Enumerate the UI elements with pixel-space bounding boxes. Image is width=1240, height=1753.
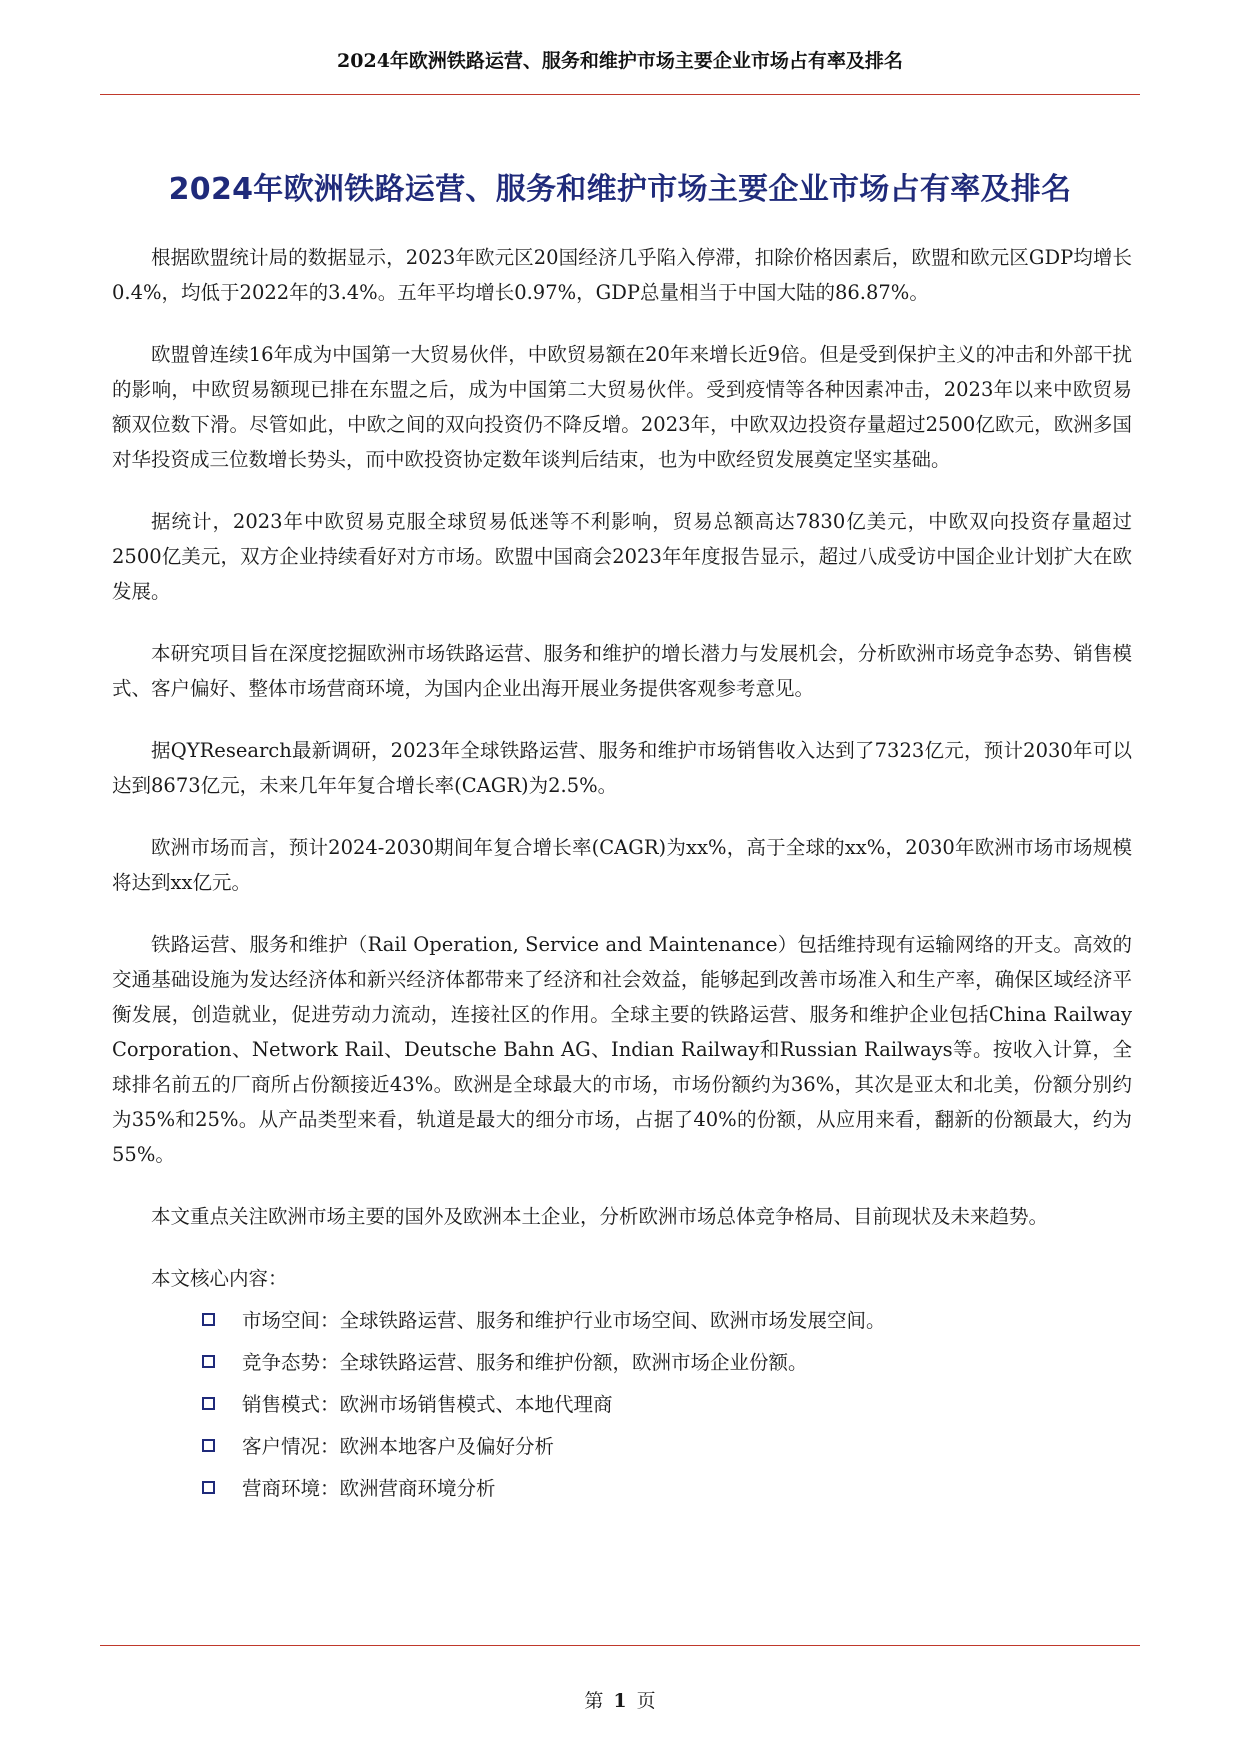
list-item	[202, 1384, 1132, 1426]
list-item-text: 营商环境：欧洲营商环境分析	[242, 1477, 496, 1500]
list-item-text: 竞争态势：全球铁路运营、服务和维护份额，欧洲市场企业份额。	[242, 1351, 808, 1374]
paragraph-eurozone-economy: 根据欧盟统计局的数据显示，2023年欧元区20国经济几乎陷入停滞，扣除价格因素后，欧盟和欧元区GDP均增长0.4%，均低于2022年的3.4%。五年平均增长0.97%，GDP总量相当于中国大陆的86.87%。	[112, 246, 1132, 304]
paragraph-research-purpose: 本研究项目旨在深度挖掘欧洲市场铁路运营、服务和维护的增长潜力与发展机会，分析欧洲市场竞争态势、销售模式、客户偏好、整体市场营商环境，为国内企业出海开展业务提供客观参考意见。	[112, 642, 1132, 700]
list-item-text: 市场空间：全球铁路运营、服务和维护行业市场空间、欧洲市场发展空间。	[242, 1309, 886, 1332]
square-bullet-icon	[202, 1313, 215, 1326]
page-number-value: 1	[613, 1690, 627, 1712]
list-item	[202, 1468, 1132, 1510]
square-bullet-icon	[202, 1481, 215, 1494]
header-rule	[100, 94, 1140, 95]
page-number	[100, 1686, 1140, 1713]
paragraph-europe-market-forecast: 欧洲市场而言，预计2024-2030期间年复合增长率(CAGR)为xx%，高于全球的xx%，2030年欧洲市场市场规模将达到xx亿元。	[112, 836, 1132, 894]
page-number-prefix: 第	[584, 1690, 604, 1712]
list-item-text: 客户情况：欧洲本地客户及偏好分析	[242, 1435, 555, 1458]
paragraph-trade-statistics: 据统计，2023年中欧贸易克服全球贸易低迷等不利影响，贸易总额高达7830亿美元，中欧双向投资存量超过2500亿美元，双方企业持续看好对方市场。欧盟中国商会2023年年度报告显示，超过八成受访中国企业计划扩大在欧发展。	[112, 510, 1132, 603]
paragraph-industry-definition: 铁路运营、服务和维护（Rail Operation, Service and Maintenance）包括维持现有运输网络的开支。高效的交通基础设施为发达经济体和新兴经济体都带来了经济和社会效益，能够起到改善市场准入和生产率，确保区域经济平衡发展，创造就业，促进劳动力流动，连接社区的作用。全球主要的铁路运营、服务和维护企业包括China Railway Corporation、Network Rail、Deutsche Bahn AG、Indian Railway和Russian Railways等。按收入计算，全球排名前五的厂商所占份额接近43%。欧洲是全球最大的市场，市场份额约为36%，其次是亚太和北美，份额分别约为35%和25%。从产品类型来看，轨道是最大的细分市场，占据了40%的份额，从应用来看，翻新的份额最大，约为55%。	[112, 933, 1132, 1166]
document-body	[112, 240, 1132, 1510]
square-bullet-icon	[202, 1439, 215, 1452]
page-number-suffix: 页	[636, 1690, 656, 1712]
list-item	[202, 1426, 1132, 1468]
paragraph-global-market-size: 据QYResearch最新调研，2023年全球铁路运营、服务和维护市场销售收入达到了7323亿元，预计2030年可以达到8673亿元，未来几年年复合增长率(CAGR)为2.5%。	[112, 739, 1132, 797]
list-item	[202, 1300, 1132, 1342]
list-item-text: 销售模式：欧洲市场销售模式、本地代理商	[242, 1393, 613, 1416]
core-content-list	[112, 1300, 1132, 1510]
core-content-heading: 本文核心内容：	[151, 1267, 288, 1290]
square-bullet-icon	[202, 1355, 215, 1368]
paragraph-report-focus: 本文重点关注欧洲市场主要的国外及欧洲本土企业，分析欧洲市场总体竞争格局、目前现状及未来趋势。	[151, 1205, 1049, 1228]
paragraph-china-eu-trade: 欧盟曾连续16年成为中国第一大贸易伙伴，中欧贸易额在20年来增长近9倍。但是受到保护主义的冲击和外部干扰的影响，中欧贸易额现已排在东盟之后，成为中国第二大贸易伙伴。受到疫情等各种因素冲击，2023年以来中欧贸易额双位数下滑。尽管如此，中欧之间的双向投资仍不降反增。2023年，中欧双边投资存量超过2500亿欧元，欧洲多国对华投资成三位数增长势头，而中欧投资协定数年谈判后结束，也为中欧经贸发展奠定坚实基础。	[112, 343, 1132, 471]
square-bullet-icon	[202, 1397, 215, 1410]
footer-rule	[100, 1645, 1140, 1646]
document-title: 2024年欧洲铁路运营、服务和维护市场主要企业市场占有率及排名	[168, 172, 1072, 207]
running-header: 2024年欧洲铁路运营、服务和维护市场主要企业市场占有率及排名	[337, 50, 903, 72]
list-item	[202, 1342, 1132, 1384]
